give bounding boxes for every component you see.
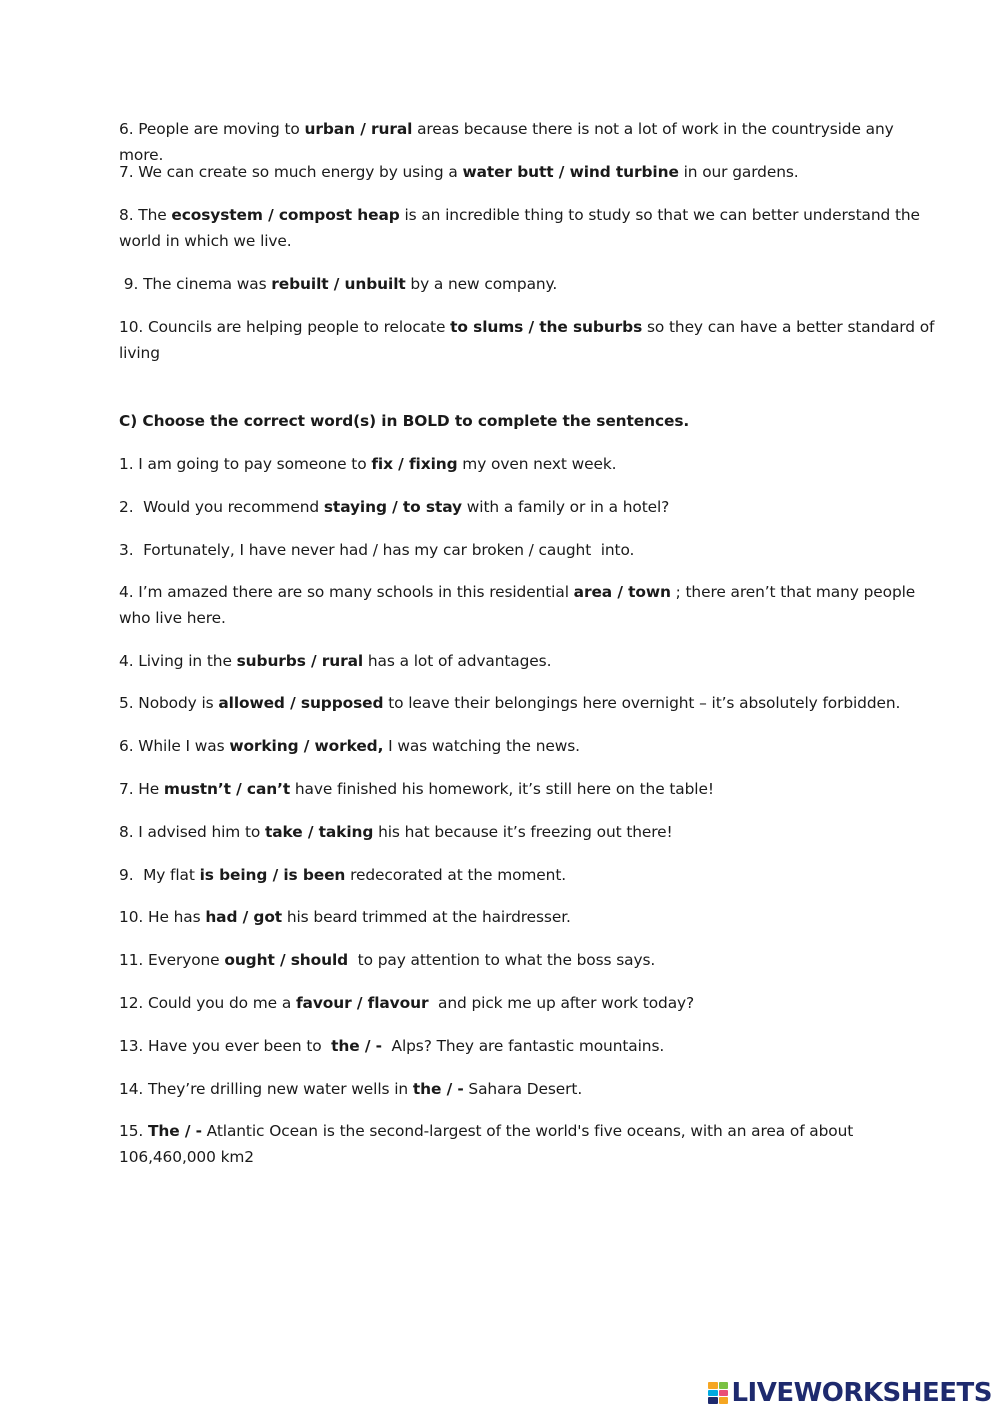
sentence-c-3: 3. Fortunately, I have never had / has my car broken / caught into. [119,541,635,559]
sentence-c-8: 8. I advised him to take / taking his hat because it’s freezing out there! [119,823,673,841]
sentence-c-11: 11. Everyone ought / should to pay attention to what the boss says. [119,951,656,969]
sentence-c-10: 10. He has had / got his beard trimmed at the hairdresser. [119,908,571,926]
sentence-c-5: 5. Nobody is allowed / supposed to leave their belongings here overnight – it’s absolutely forbidden. [119,694,901,712]
sentence-b-6: 6. People are moving to urban / rural areas because there is not a lot of work in the countryside any more. [119,120,894,164]
sentence-c-1: 1. I am going to pay someone to fix / fixing my oven next week. [119,455,617,473]
sentence-b-7: 7. We can create so much energy by using a water butt / wind turbine in our gardens. [119,163,799,181]
sentence-c-14: 14. They’re drilling new water wells in the / - Sahara Desert. [119,1080,583,1098]
sentence-c-6: 6. While I was working / worked, I was watching the news. [119,737,580,755]
sentence-c-4a: 4. I’m amazed there are so many schools in this residential area / town ; there aren’t that many people who live here. [119,583,916,627]
sentence-c-4b: 4. Living in the suburbs / rural has a lot of advantages. [119,652,552,670]
sentence-c-9: 9. My flat is being / is been redecorated at the moment. [119,866,567,884]
sentence-b-8: 8. The ecosystem / compost heap is an incredible thing to study so that we can better understand the world in which we live. [119,206,920,250]
logo-text: LIVEWORKSHEETS [731,1378,992,1408]
sentence-c-13: 13. Have you ever been to the / - Alps? They are fantastic mountains. [119,1037,665,1055]
liveworksheets-logo[interactable] [708,1378,992,1408]
sentence-c-2: 2. Would you recommend staying / to stay with a family or in a hotel? [119,498,670,516]
sentence-c-7: 7. He mustn’t / can’t have finished his homework, it’s still here on the table! [119,780,714,798]
section-c-heading: C) Choose the correct word(s) in BOLD to complete the sentences. [119,412,690,430]
sentence-b-9: 9. The cinema was rebuilt / unbuilt by a new company. [119,275,558,293]
sentence-c-12: 12. Could you do me a favour / flavour and pick me up after work today? [119,994,695,1012]
sentence-b-10: 10. Councils are helping people to relocate to slums / the suburbs so they can have a better standard of living [119,318,935,362]
liveworksheets-logo-icon [708,1382,728,1404]
sentence-c-15: 15. The / - Atlantic Ocean is the second-largest of the world's five oceans, with an area of about 106,460,000 km2 [119,1122,854,1166]
